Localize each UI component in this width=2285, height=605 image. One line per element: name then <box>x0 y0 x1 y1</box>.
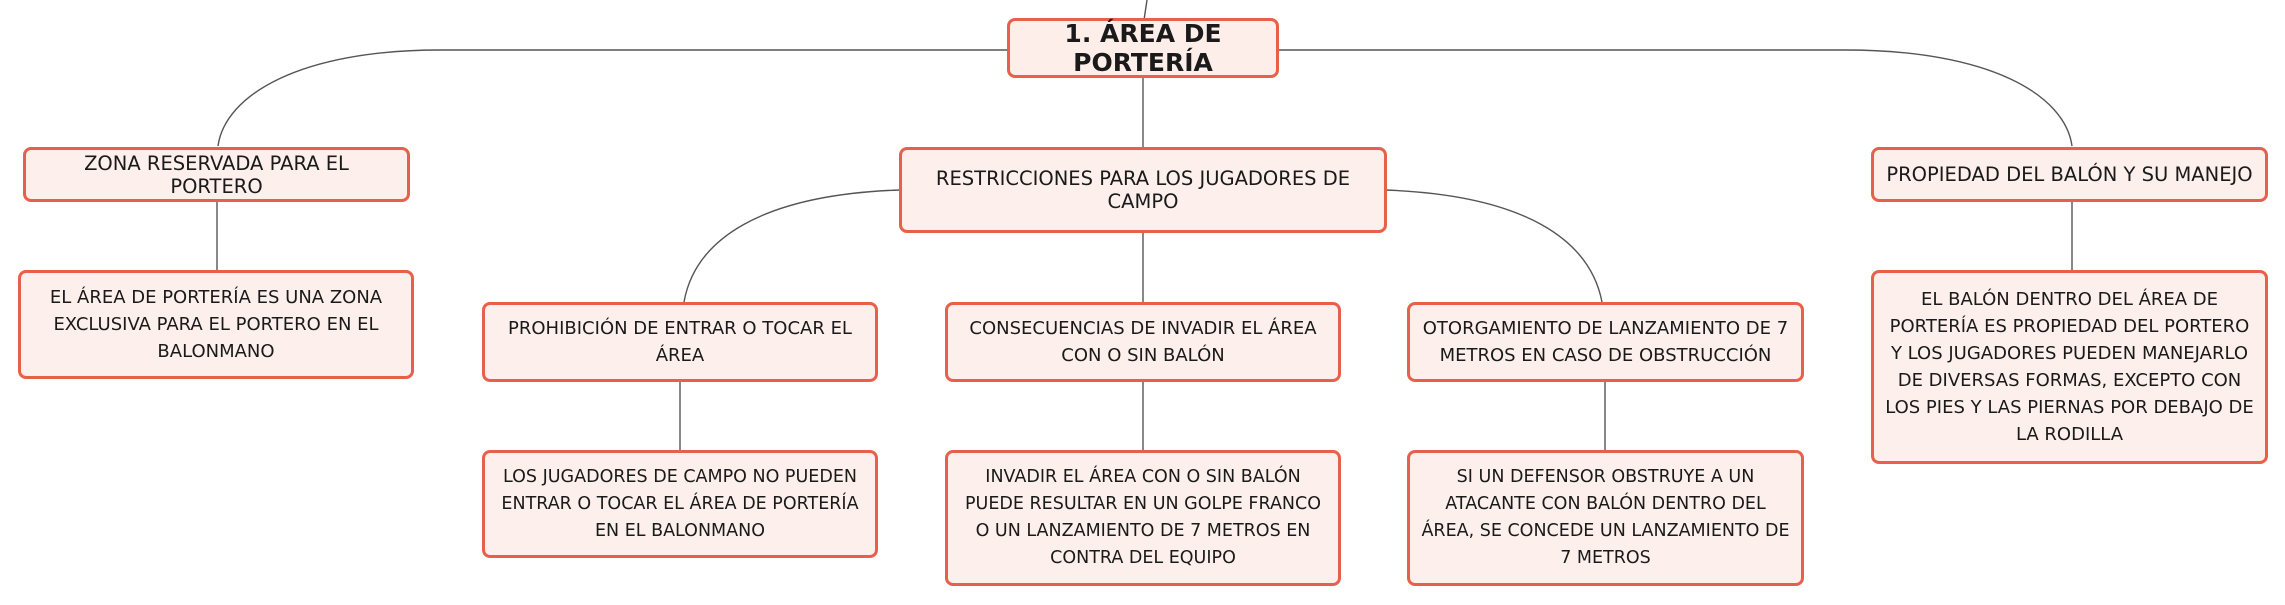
leaf-node-balon-propiedad[interactable] <box>1871 270 2268 464</box>
sub-label: PROHIBICIÓN DE ENTRAR O TOCAR EL ÁREA <box>508 318 852 366</box>
branch-node-zona-reservada[interactable] <box>23 147 410 202</box>
connector-root-zona <box>218 50 1008 146</box>
detail-node-consecuencias[interactable] <box>945 450 1341 586</box>
sub-label: CONSECUENCIAS DE INVADIR EL ÁREA CON O SIN BALÓN <box>969 318 1317 366</box>
root-node[interactable] <box>1007 18 1279 78</box>
detail-node-prohibicion[interactable] <box>482 450 878 558</box>
sub-label: OTORGAMIENTO DE LANZAMIENTO DE 7 METROS EN CASO DE OBSTRUCCIÓN <box>1422 318 1789 366</box>
connector-restricciones-prohibicion <box>684 190 899 302</box>
sub-node-consecuencias[interactable] <box>945 302 1341 382</box>
detail-label: SI UN DEFENSOR OBSTRUYE A UN ATACANTE CON BALÓN DENTRO DEL ÁREA, SE CONCEDE UN LANZAMIENTO DE 7 METROS <box>1421 467 1790 568</box>
sub-node-otorgamiento[interactable] <box>1407 302 1804 382</box>
branch-label: PROPIEDAD DEL BALÓN Y SU MANEJO <box>1886 163 2253 186</box>
leaf-label: EL BALÓN DENTRO DEL ÁREA DE PORTERÍA ES PROPIEDAD DEL PORTERO Y LOS JUGADORES PUEDEN MANEJARLO DE DIVERSAS FORMAS, EXCEPTO CON LOS PIES Y LAS PIERNAS POR DEBAJO DE LA RODILLA <box>1885 289 2254 445</box>
detail-node-otorgamiento[interactable] <box>1407 450 1804 586</box>
connector-parent-root <box>1144 0 1147 20</box>
connector-root-propiedad <box>1278 50 2072 146</box>
branch-node-restricciones[interactable] <box>899 147 1387 233</box>
sub-node-prohibicion[interactable] <box>482 302 878 382</box>
connector-restricciones-otorgamiento <box>1385 190 1602 302</box>
branch-label: ZONA RESERVADA PARA EL PORTERO <box>84 151 349 198</box>
leaf-node-zona-exclusiva[interactable] <box>18 270 414 379</box>
detail-label: INVADIR EL ÁREA CON O SIN BALÓN PUEDE RESULTAR EN UN GOLPE FRANCO O UN LANZAMIENTO DE 7 METROS EN CONTRA DEL EQUIPO <box>964 467 1321 568</box>
detail-label: LOS JUGADORES DE CAMPO NO PUEDEN ENTRAR O TOCAR EL ÁREA DE PORTERÍA EN EL BALONMANO <box>501 466 859 541</box>
branch-label: RESTRICCIONES PARA LOS JUGADORES DE CAMPO <box>935 167 1351 213</box>
root-label: 1. ÁREA DE PORTERÍA <box>1064 19 1222 77</box>
leaf-label: EL ÁREA DE PORTERÍA ES UNA ZONA EXCLUSIVA PARA EL PORTERO EN EL BALONMANO <box>49 287 383 362</box>
branch-node-propiedad-balon[interactable] <box>1871 147 2268 202</box>
